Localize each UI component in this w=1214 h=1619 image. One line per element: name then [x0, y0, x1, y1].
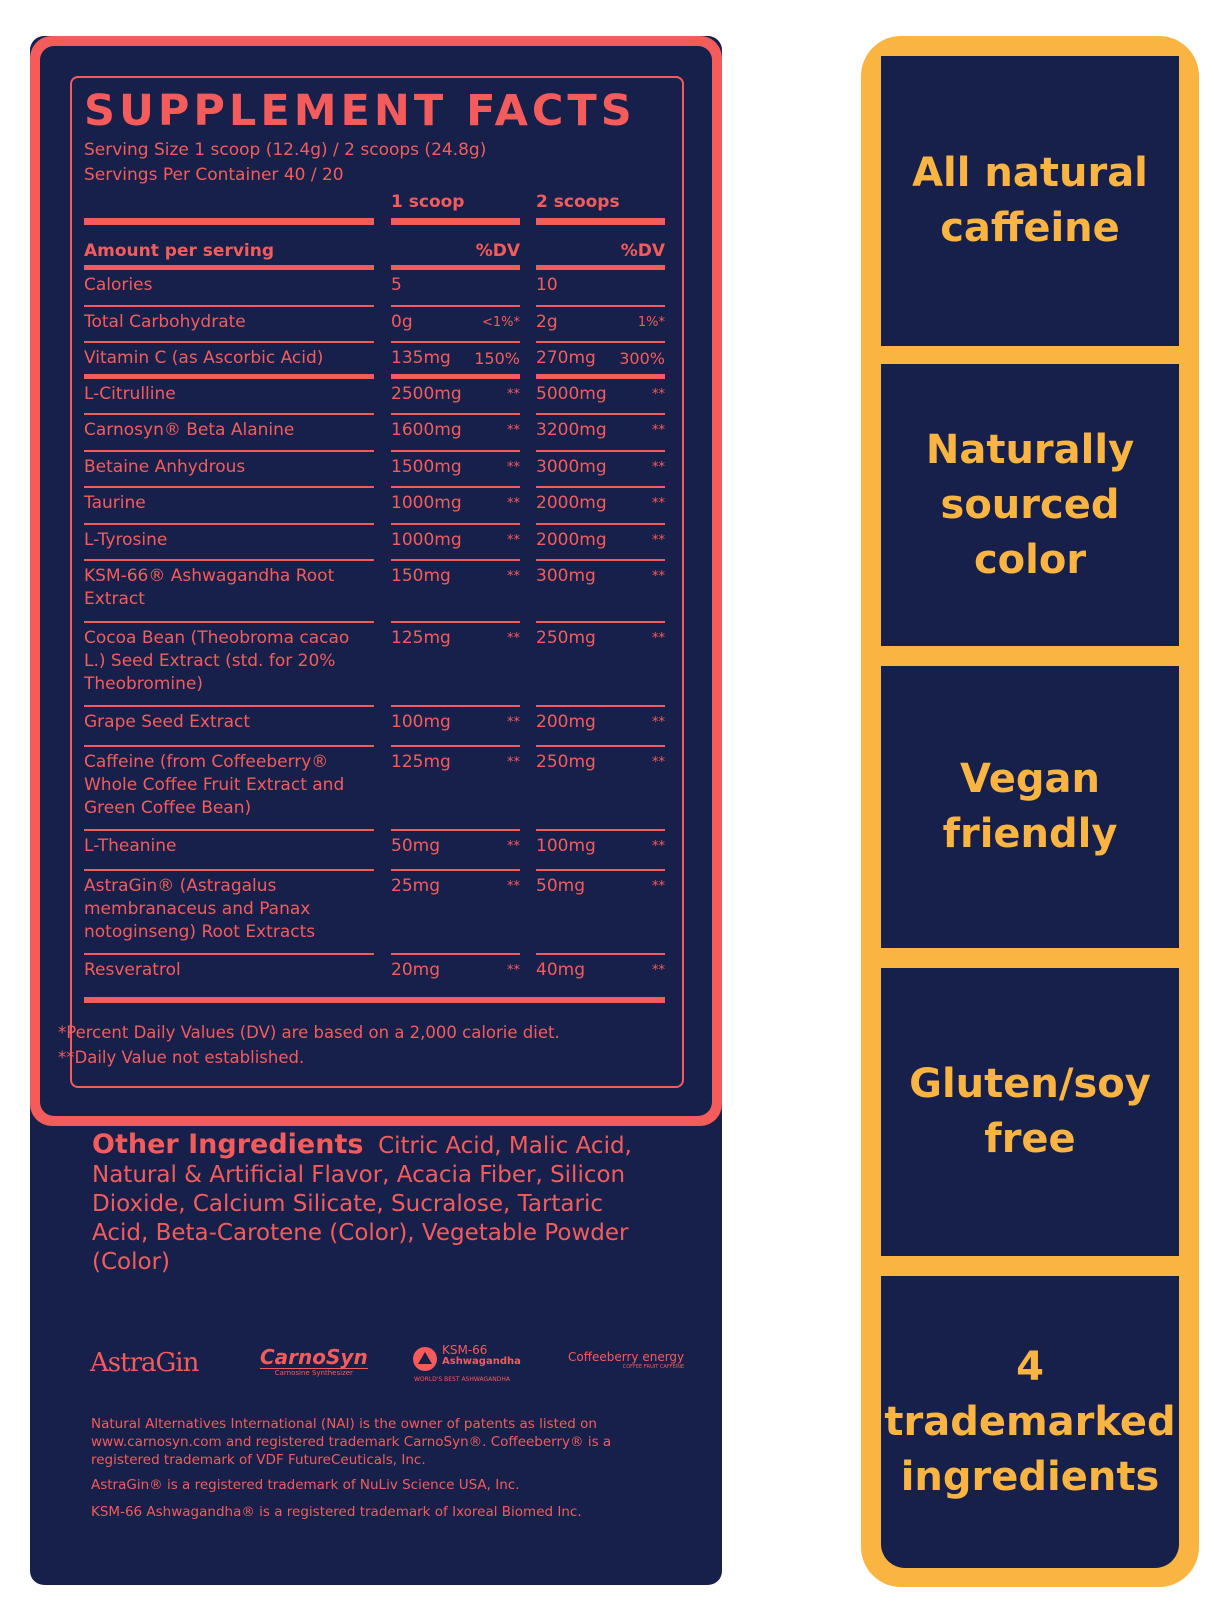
dv-label: %DV — [620, 241, 665, 261]
nutrient-row — [84, 270, 674, 307]
dv-1-scoop: ** — [507, 569, 520, 584]
amount-2-scoops: 50mg — [536, 876, 585, 896]
legal-astragin: AstraGin® is a registered trademark of NuLiv Science USA, Inc. — [91, 1477, 520, 1493]
facts-rows — [84, 270, 674, 997]
nutrient-name: Carnosyn® Beta Alanine — [84, 420, 295, 440]
other-ingredients — [92, 1130, 652, 1277]
dv-1-scoop: ** — [507, 387, 520, 402]
header-bar — [84, 218, 374, 225]
dv-2-scoops: ** — [652, 963, 665, 978]
nutrient-row — [84, 307, 674, 343]
amount-1-scoop: 135mg — [391, 348, 451, 368]
dv-1-scoop: ** — [507, 715, 520, 730]
dv-1-scoop: ** — [507, 963, 520, 978]
dv-2-scoops: ** — [652, 631, 665, 646]
trademark-logos: AstraGin CarnoSyn Carnosine Synthesizer KSM-66 Ashwagandha WORLD'S BEST ASHWAGANDHA Coffeeberry energy COFFEE FRUIT CAFFEINE — [90, 1343, 685, 1383]
nutrient-name: Vitamin C (as Ascorbic Acid) — [84, 348, 324, 368]
col1-header: 1 scoop — [391, 192, 465, 212]
amount-2-scoops: 250mg — [536, 752, 596, 772]
amount-label: Amount per serving — [84, 241, 275, 261]
nutrient-row — [84, 525, 674, 561]
amount-1-scoop: 2500mg — [391, 384, 462, 404]
nutrient-name: Betaine Anhydrous — [84, 457, 246, 477]
amount-1-scoop: 5 — [391, 275, 402, 295]
amount-2-scoops: 2000mg — [536, 493, 607, 513]
dv-2-scoops: ** — [652, 423, 665, 438]
dv-2-scoops: ** — [652, 715, 665, 730]
nutrient-name: KSM-66® Ashwagandha Root Extract — [84, 566, 335, 609]
dv-2-scoops: ** — [652, 496, 665, 511]
dv-2-scoops: ** — [652, 755, 665, 770]
other-ingredients-heading: Other Ingredients — [92, 1129, 364, 1160]
amount-1-scoop: 125mg — [391, 752, 451, 772]
nutrient-name: Cocoa Bean (Theobroma cacao L.) Seed Extract (std. for 20% Theobromine) — [84, 628, 350, 694]
amount-1-scoop: 1600mg — [391, 420, 462, 440]
serving-size: Serving Size 1 scoop (12.4g) / 2 scoops (24.8g) — [84, 140, 487, 160]
nutrient-row — [84, 747, 674, 831]
nutrient-name: Caffeine (from Coffeeberry® Whole Coffee Fruit Extract and Green Coffee Bean) — [84, 752, 345, 818]
legal-nai: Natural Alternatives International (NAI) is the owner of patents as listed on www.carnosyn.com and registered trademark CarnoSyn®. Coffeeberry® is a registered trademark of VDF FutureCeuticals, Inc. — [91, 1416, 612, 1468]
nutrient-name: Resveratrol — [84, 960, 181, 980]
amount-2-scoops: 40mg — [536, 960, 585, 980]
amount-1-scoop: 1000mg — [391, 493, 462, 513]
nutrient-row — [84, 707, 674, 747]
dv-2-scoops: ** — [652, 839, 665, 854]
amount-1-scoop: 20mg — [391, 960, 440, 980]
dv-2-scoops: ** — [652, 387, 665, 402]
dv-1-scoop: ** — [507, 496, 520, 511]
amount-1-scoop: 1500mg — [391, 457, 462, 477]
dv-2-scoops: ** — [652, 533, 665, 548]
col2-header: 2 scoops — [536, 192, 620, 212]
dv-1-scoop: ** — [507, 423, 520, 438]
nutrient-row — [84, 488, 674, 525]
amount-1-scoop: 125mg — [391, 628, 451, 648]
amount-2-scoops: 300mg — [536, 566, 596, 586]
amount-2-scoops: 5000mg — [536, 384, 607, 404]
legal-ksm66: KSM-66 Ashwagandha® is a registered trademark of Ixoreal Biomed Inc. — [91, 1504, 582, 1520]
amount-2-scoops: 100mg — [536, 836, 596, 856]
nutrient-name: AstraGin® (Astragalus membranaceus and Panax notoginseng) Root Extracts — [84, 876, 316, 942]
amount-2-scoops: 10 — [536, 275, 558, 295]
dv-1-scoop: 150% — [474, 349, 520, 368]
nutrient-name: Calories — [84, 275, 153, 295]
servings-per-container: Servings Per Container 40 / 20 — [84, 165, 344, 185]
bottom-bar — [84, 997, 665, 1003]
badge-gluten-soy-free: Gluten/soy free — [881, 968, 1179, 1256]
nutrient-name: L-Theanine — [84, 836, 177, 856]
badge-vegan: Vegan friendly — [881, 666, 1179, 948]
facts-content — [84, 88, 674, 1003]
amount-2-scoops: 2g — [536, 312, 558, 332]
amount-1-scoop: 1000mg — [391, 530, 462, 550]
dv-1-scoop: ** — [507, 631, 520, 646]
dv-1-scoop: ** — [507, 755, 520, 770]
dv-1-scoop: ** — [507, 839, 520, 854]
nutrient-row — [84, 871, 674, 955]
facts-title: SUPPLEMENT FACTS — [84, 86, 636, 136]
amount-2-scoops: 3200mg — [536, 420, 607, 440]
amount-1-scoop: 25mg — [391, 876, 440, 896]
amount-1-scoop: 100mg — [391, 712, 451, 732]
ksm66-icon — [412, 1346, 438, 1372]
amount-2-scoops: 200mg — [536, 712, 596, 732]
dv-2-scoops: ** — [652, 460, 665, 475]
amount-row — [84, 238, 674, 270]
coffeeberry-logo: Coffeeberry energy COFFEE FRUIT CAFFEINE — [568, 1350, 685, 1370]
nutrient-name: Total Carbohydrate — [84, 312, 246, 332]
nutrient-name: L-Tyrosine — [84, 530, 168, 550]
column-header-row — [84, 188, 674, 238]
nutrient-row — [84, 343, 674, 379]
claims-panel — [861, 36, 1199, 1587]
amount-1-scoop: 0g — [391, 312, 413, 332]
badge-trademarked: 4 trademarked ingredients — [881, 1276, 1179, 1568]
nutrient-row — [84, 955, 674, 997]
dv-label: %DV — [475, 241, 520, 261]
dv-1-scoop: <1%* — [481, 315, 520, 330]
nutrient-row — [84, 831, 674, 871]
amount-2-scoops: 2000mg — [536, 530, 607, 550]
footnote-not-established: **Daily Value not established. — [58, 1048, 305, 1067]
dv-2-scoops: ** — [652, 569, 665, 584]
dv-1-scoop: ** — [507, 460, 520, 475]
nutrient-name: Taurine — [84, 493, 146, 513]
amount-2-scoops: 270mg — [536, 348, 596, 368]
other-ingredients-text: Citric Acid, Malic Acid, Natural & Artificial Flavor, Acacia Fiber, Silicon Dioxide, Calcium Silicate, Sucralose, Tartaric Acid, Beta-Carotene (Color), Vegetable Powder (Color) — [92, 1133, 632, 1275]
nutrient-row — [84, 379, 674, 415]
nutrient-name: Grape Seed Extract — [84, 712, 251, 732]
nutrient-row — [84, 623, 674, 707]
amount-2-scoops: 3000mg — [536, 457, 607, 477]
nutrient-row — [84, 561, 674, 623]
dv-2-scoops: 300% — [619, 349, 665, 368]
nutrient-row — [84, 452, 674, 488]
dv-2-scoops: ** — [652, 879, 665, 894]
nutrient-row — [84, 415, 674, 452]
footnote-dv: *Percent Daily Values (DV) are based on a 2,000 calorie diet. — [58, 1023, 560, 1042]
header-bar — [536, 218, 665, 225]
header-bar — [391, 218, 520, 225]
badge-natural-caffeine: All natural caffeine — [881, 56, 1179, 346]
amount-1-scoop: 150mg — [391, 566, 451, 586]
dv-1-scoop: ** — [507, 879, 520, 894]
dv-1-scoop: ** — [507, 533, 520, 548]
badge-sourced-color: Naturally sourced color — [881, 364, 1179, 646]
astragin-logo: AstraGin — [90, 1348, 199, 1378]
amount-2-scoops: 250mg — [536, 628, 596, 648]
carnosyn-logo: CarnoSyn Carnosine Synthesizer — [260, 1345, 368, 1377]
nutrient-name: L-Citrulline — [84, 384, 176, 404]
amount-1-scoop: 50mg — [391, 836, 440, 856]
dv-2-scoops: 1%* — [637, 315, 665, 330]
